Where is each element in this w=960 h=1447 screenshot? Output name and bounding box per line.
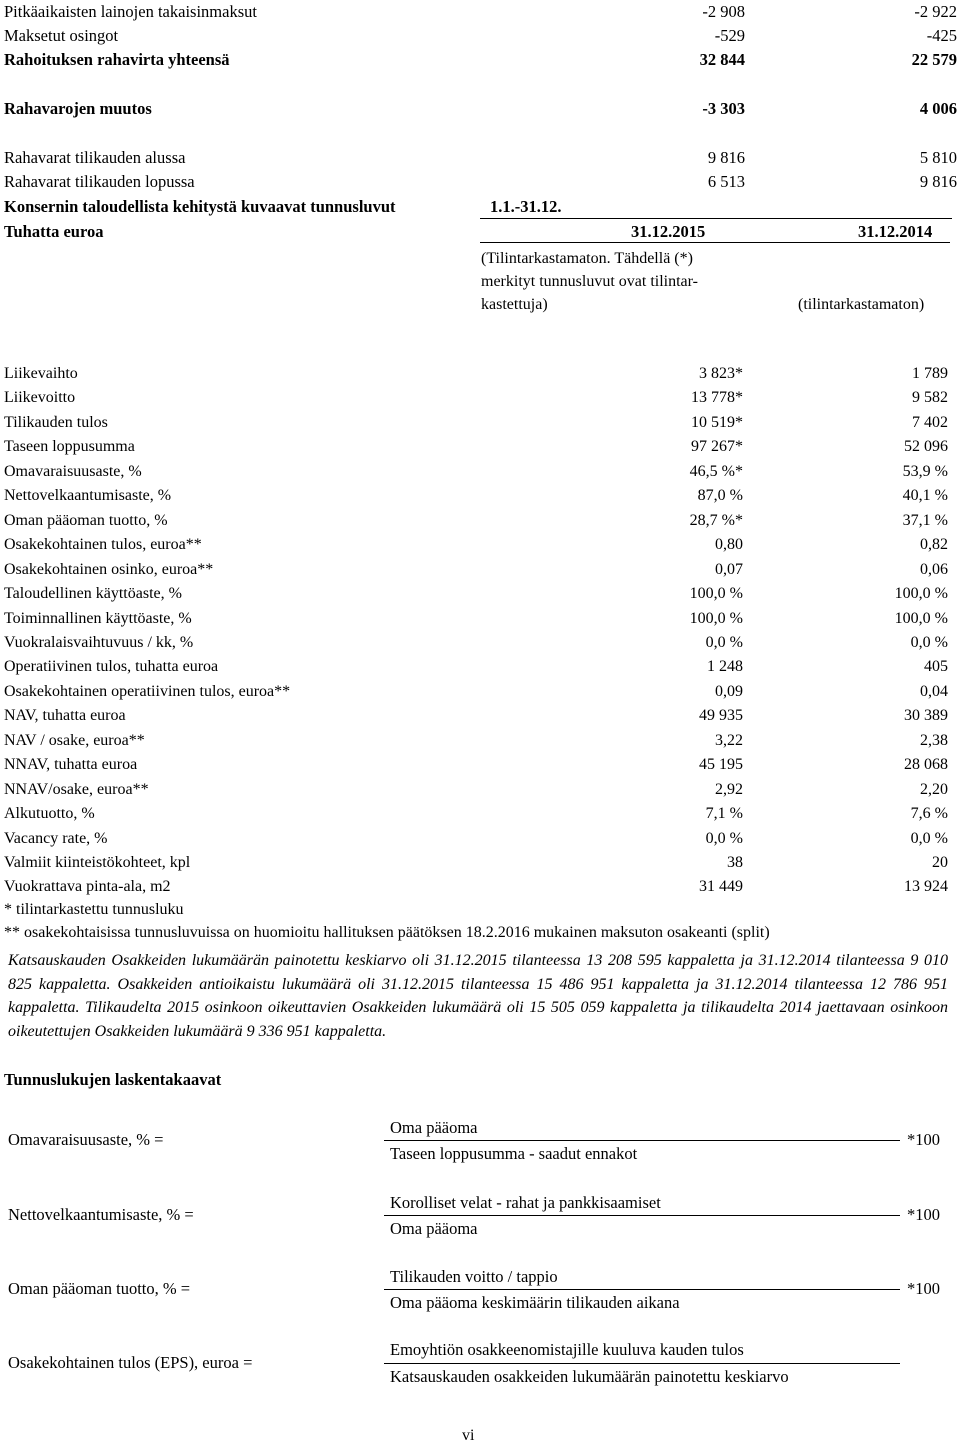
key-figure-label: Alkutuotto, % bbox=[4, 805, 95, 823]
header-rule bbox=[480, 242, 950, 243]
cashflow-value-2015: 9 816 bbox=[707, 148, 745, 167]
column-note-2014: (tilintarkastamaton) bbox=[798, 296, 925, 313]
key-figure-value-2014: 40,1 % bbox=[902, 487, 948, 505]
key-figure-label: Tilikauden tulos bbox=[4, 413, 108, 431]
key-figure-row bbox=[4, 558, 956, 582]
formula-denominator: Oma pääoma keskimäärin tilikauden aikana bbox=[390, 1293, 680, 1312]
cashflow-label: Pitkäaikaisten lainojen takaisinmaksut bbox=[4, 2, 257, 21]
header-rule bbox=[480, 218, 952, 219]
key-figure-value-2014: 0,0 % bbox=[910, 633, 948, 651]
key-figure-value-2015: 87,0 % bbox=[697, 487, 743, 505]
cashflow-label: Rahavarat tilikauden alussa bbox=[4, 148, 186, 167]
key-figure-value-2015: 49 935 bbox=[699, 707, 743, 725]
key-figure-value-2014: 0,82 bbox=[920, 536, 948, 554]
key-figure-label: NAV / osake, euroa** bbox=[4, 731, 145, 749]
key-figure-value-2014: 2,38 bbox=[920, 731, 948, 749]
key-figure-row bbox=[4, 851, 956, 875]
key-figure-label: Osakekohtainen osinko, euroa** bbox=[4, 560, 214, 578]
key-figure-row bbox=[4, 362, 956, 386]
footnote-audited: * tilintarkastettu tunnusluku bbox=[4, 901, 184, 918]
key-figure-label: Operatiivinen tulos, tuhatta euroa bbox=[4, 658, 219, 676]
key-figure-label: Vuokrattava pinta-ala, m2 bbox=[4, 878, 171, 896]
key-figure-row bbox=[4, 631, 956, 655]
cashflow-row bbox=[4, 170, 960, 194]
key-figure-value-2015: 1 248 bbox=[707, 658, 743, 676]
formula-multiplier: *100 bbox=[907, 1205, 940, 1224]
key-figure-label: Liikevoitto bbox=[4, 389, 76, 407]
key-figure-label: Osakekohtainen tulos, euroa** bbox=[4, 536, 202, 554]
key-figure-row bbox=[4, 607, 956, 631]
key-figure-label: Liikevaihto bbox=[4, 365, 78, 382]
key-figure-value-2015: 13 778* bbox=[691, 389, 743, 407]
key-figure-value-2014: 100,0 % bbox=[894, 585, 948, 603]
column-note-2015-line: kastettuja) bbox=[481, 296, 548, 313]
key-figure-label: Nettovelkaantumisaste, % bbox=[4, 487, 172, 505]
key-figure-value-2014: 2,20 bbox=[920, 780, 948, 798]
cashflow-row bbox=[4, 146, 960, 170]
formulas-title: Tunnuslukujen laskentakaavat bbox=[4, 1070, 222, 1089]
key-figure-value-2014: 53,9 % bbox=[902, 462, 948, 480]
key-figure-value-2014: 0,06 bbox=[920, 560, 948, 578]
key-figure-value-2015: 10 519* bbox=[691, 413, 743, 431]
column-date-2015: 31.12.2015 bbox=[631, 222, 706, 241]
key-figure-value-2014: 1 789 bbox=[912, 365, 948, 382]
key-figure-label: Oman pääoman tuotto, % bbox=[4, 511, 168, 529]
key-figure-row bbox=[4, 484, 956, 508]
formula-label: Nettovelkaantumisaste, % = bbox=[8, 1205, 194, 1224]
key-figure-row bbox=[4, 582, 956, 606]
cashflow-label: Rahavarat tilikauden lopussa bbox=[4, 172, 195, 191]
key-figure-label: Omavaraisuusaste, % bbox=[4, 462, 142, 480]
column-date-2014: 31.12.2014 bbox=[858, 222, 933, 241]
key-figure-value-2015: 46,5 %* bbox=[689, 462, 743, 480]
cashflow-value-2014: -2 922 bbox=[914, 2, 957, 21]
formula-label: Omavaraisuusaste, % = bbox=[8, 1130, 164, 1149]
key-figure-label: NAV, tuhatta euroa bbox=[4, 707, 126, 725]
key-figure-row bbox=[4, 753, 956, 777]
cashflow-row bbox=[4, 97, 960, 121]
formula-multiplier: *100 bbox=[907, 1130, 940, 1149]
cashflow-row bbox=[4, 48, 960, 72]
formula-numerator: Emoyhtiön osakkeenomistajille kuuluva kauden tulos bbox=[390, 1340, 744, 1359]
column-note-2015-line: (Tilintarkastamaton. Tähdellä (*) bbox=[481, 250, 693, 267]
key-figure-row bbox=[4, 827, 956, 851]
key-figure-label: Taloudellinen käyttöaste, % bbox=[4, 585, 182, 603]
cashflow-value-2014: 5 810 bbox=[919, 148, 957, 167]
key-figure-value-2014: 52 096 bbox=[904, 438, 948, 456]
formula-denominator: Katsauskauden osakkeiden lukumäärän painotettu keskiarvo bbox=[390, 1367, 789, 1386]
cashflow-row bbox=[4, 0, 960, 24]
cashflow-value-2014: -425 bbox=[926, 26, 957, 45]
formula-numerator: Korolliset velat - rahat ja pankkisaamiset bbox=[390, 1193, 661, 1212]
key-figure-value-2015: 0,09 bbox=[715, 682, 743, 700]
key-figures-period: 1.1.-31.12. bbox=[490, 197, 562, 216]
cashflow-value-2014: 4 006 bbox=[919, 99, 957, 118]
key-figure-value-2014: 20 bbox=[932, 854, 948, 871]
key-figure-row bbox=[4, 778, 956, 802]
cashflow-label: Rahavarojen muutos bbox=[4, 99, 152, 118]
fraction-line bbox=[384, 1140, 900, 1141]
key-figure-value-2014: 405 bbox=[924, 658, 948, 676]
cashflow-value-2015: -529 bbox=[714, 26, 745, 45]
key-figure-label: Toiminnallinen käyttöaste, % bbox=[4, 609, 192, 627]
formula-denominator: Oma pääoma bbox=[390, 1219, 478, 1238]
key-figures-unit: Tuhatta euroa bbox=[4, 222, 104, 241]
cashflow-label: Rahoituksen rahavirta yhteensä bbox=[4, 50, 230, 69]
key-figure-value-2015: 97 267* bbox=[691, 438, 743, 456]
footnote-split: ** osakekohtaisissa tunnusluvuissa on huomioitu hallituksen päätöksen 18.2.2016 mukainen maksuton osakeanti (split) bbox=[4, 924, 770, 941]
key-figure-value-2015: 0,80 bbox=[715, 536, 743, 554]
fraction-line bbox=[384, 1289, 900, 1290]
formula-numerator: Oma pääoma bbox=[390, 1118, 478, 1137]
key-figure-value-2015: 31 449 bbox=[699, 878, 743, 896]
column-note-2015-line: merkityt tunnusluvut ovat tilintar- bbox=[481, 273, 698, 290]
share-count-note: Katsauskauden Osakkeiden lukumäärän painotettu keskiarvo oli 31.12.2015 tilanteessa 13 208 595 kappaletta ja 31.12.2014 tilanteessa 9 010 825 kappaletta. Osakkeiden antioikaistu lukumäärä oli 31.12.2015 tilanteessa 15 486 951 kappaletta ja 31.12.2014 tilanteessa 12 786 951 kappaletta. Tilikaudelta 2015 osinkoon oikeuttavien Osakkeiden lukumäärä oli 15 505 059 kappaletta ja tilikaudelta 2014 jaettavaan osinkoon oikeutettujen Osakkeiden lukumäärä 9 336 951 kappaletta. bbox=[8, 952, 948, 1040]
fraction-line bbox=[384, 1215, 900, 1216]
formula-label: Osakekohtainen tulos (EPS), euroa = bbox=[8, 1353, 253, 1372]
cashflow-value-2014: 22 579 bbox=[911, 50, 957, 69]
key-figure-row bbox=[4, 533, 956, 557]
key-figure-value-2015: 45 195 bbox=[699, 756, 743, 774]
key-figure-label: Vuokralaisvaihtuvuus / kk, % bbox=[4, 633, 194, 651]
cashflow-label: Maksetut osingot bbox=[4, 26, 119, 45]
formula-label: Oman pääoman tuotto, % = bbox=[8, 1279, 191, 1298]
key-figure-value-2014: 0,04 bbox=[920, 682, 948, 700]
key-figure-value-2014: 9 582 bbox=[912, 389, 948, 407]
key-figure-row bbox=[4, 411, 956, 435]
key-figure-row bbox=[4, 509, 956, 533]
formula-multiplier: *100 bbox=[907, 1279, 940, 1298]
key-figure-value-2015: 2,92 bbox=[715, 780, 743, 798]
page-number: vi bbox=[462, 1427, 475, 1444]
formula-numerator: Tilikauden voitto / tappio bbox=[390, 1267, 558, 1286]
key-figures-title: Konsernin taloudellista kehitystä kuvaavat tunnusluvut bbox=[4, 197, 396, 216]
key-figure-row bbox=[4, 704, 956, 728]
key-figure-label: Osakekohtainen operatiivinen tulos, euroa** bbox=[4, 682, 291, 700]
key-figure-row bbox=[4, 655, 956, 679]
key-figure-value-2014: 28 068 bbox=[904, 756, 948, 774]
fraction-line bbox=[384, 1363, 900, 1364]
key-figure-value-2015: 3 823* bbox=[699, 365, 743, 382]
key-figure-value-2014: 0,0 % bbox=[910, 829, 948, 847]
key-figure-value-2015: 3,22 bbox=[715, 731, 743, 749]
key-figure-row bbox=[4, 386, 956, 410]
cashflow-row bbox=[4, 24, 960, 48]
key-figure-value-2015: 0,07 bbox=[715, 560, 743, 578]
key-figure-row bbox=[4, 802, 956, 826]
key-figure-value-2014: 100,0 % bbox=[894, 609, 948, 627]
formula-denominator: Taseen loppusumma - saadut ennakot bbox=[390, 1144, 638, 1163]
cashflow-value-2015: 6 513 bbox=[707, 172, 745, 191]
key-figure-row bbox=[4, 460, 956, 484]
key-figure-value-2014: 7,6 % bbox=[910, 805, 948, 823]
key-figure-value-2014: 37,1 % bbox=[902, 511, 948, 529]
key-figure-value-2015: 7,1 % bbox=[705, 805, 743, 823]
key-figure-label: NNAV, tuhatta euroa bbox=[4, 756, 138, 774]
key-figure-value-2015: 28,7 %* bbox=[689, 511, 743, 529]
key-figure-label: Taseen loppusumma bbox=[4, 438, 135, 456]
key-figure-value-2015: 38 bbox=[727, 854, 743, 871]
key-figure-value-2014: 30 389 bbox=[904, 707, 948, 725]
key-figure-label: Valmiit kiinteistökohteet, kpl bbox=[4, 854, 191, 871]
cashflow-value-2015: 32 844 bbox=[699, 50, 745, 69]
key-figure-row bbox=[4, 680, 956, 704]
key-figure-value-2014: 13 924 bbox=[904, 878, 948, 896]
key-figure-value-2014: 7 402 bbox=[912, 413, 948, 431]
key-figure-row bbox=[4, 875, 956, 899]
key-figure-value-2015: 0,0 % bbox=[705, 633, 743, 651]
key-figure-value-2015: 100,0 % bbox=[689, 609, 743, 627]
key-figure-row bbox=[4, 729, 956, 753]
key-figure-value-2015: 100,0 % bbox=[689, 585, 743, 603]
key-figure-label: NNAV/osake, euroa** bbox=[4, 780, 149, 798]
cashflow-value-2015: -2 908 bbox=[702, 2, 745, 21]
cashflow-value-2014: 9 816 bbox=[919, 172, 957, 191]
key-figure-value-2015: 0,0 % bbox=[705, 829, 743, 847]
key-figure-label: Vacancy rate, % bbox=[4, 829, 108, 847]
key-figure-row bbox=[4, 435, 956, 459]
cashflow-value-2015: -3 303 bbox=[702, 99, 745, 118]
